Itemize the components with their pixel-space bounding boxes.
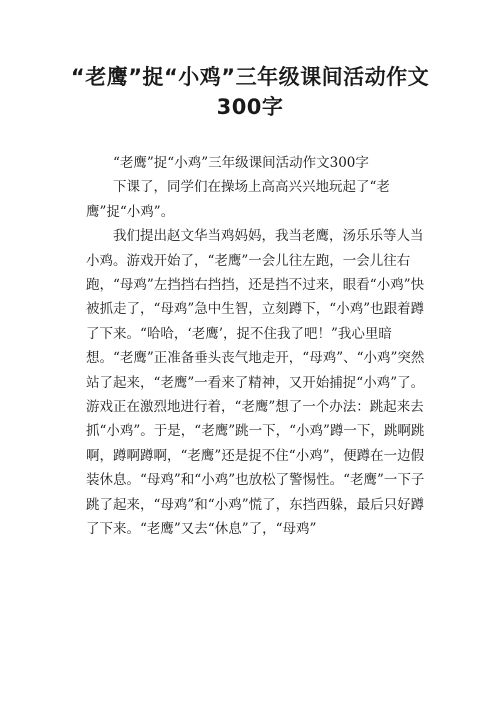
- paragraph-game-story: 我们提出赵文华当鸡妈妈，我当老鹰，汤乐乐等人当小鸡。游戏开始了，“老鹰”一会儿往左跑，一会儿往右跑，“母鸡”左挡挡右挡挡，还是挡不过来，眼看“小鸡”快被抓走了，“母鸡”急中生智，立刻蹲下，“小鸡”也跟着蹲了下来。“哈哈，‘老鹰’，捉不住我了吧！”我心里暗想。“老鹰”正准备垂头丧气地走开，“母鸡”、“小鸡”突然站了起来，“老鹰”一看来了精神，又开始捕捉“小鸡”了。游戏正在激烈地进行着，“老鹰”想了一个办法：跳起来去抓“小鸡”。于是，“老鹰”跳一下，“小鸡”蹲一下，跳啊跳啊，蹲啊蹲啊，“老鹰”还是捉不住“小鸡”，便蹲在一边假装休息。“母鸡”和“小鸡”也放松了警惕性。“老鹰”一下子跳了起来，“母鸡”和“小鸡”慌了，东挡西躲，最后只好蹲了下来。“老鹰”又去“休息”了，“母鸡”: [86, 228, 425, 538]
- document-body: [86, 151, 426, 542]
- paragraph-intro: 下课了，同学们在操场上高高兴兴地玩起了“老鹰”捉“小鸡”。: [86, 179, 390, 220]
- document-title: “老鹰”捉“小鸡”三年级课间活动作文300字: [70, 65, 430, 119]
- paragraph-heading-repeat: “老鹰”捉“小鸡”三年级课间活动作文300字: [113, 155, 369, 171]
